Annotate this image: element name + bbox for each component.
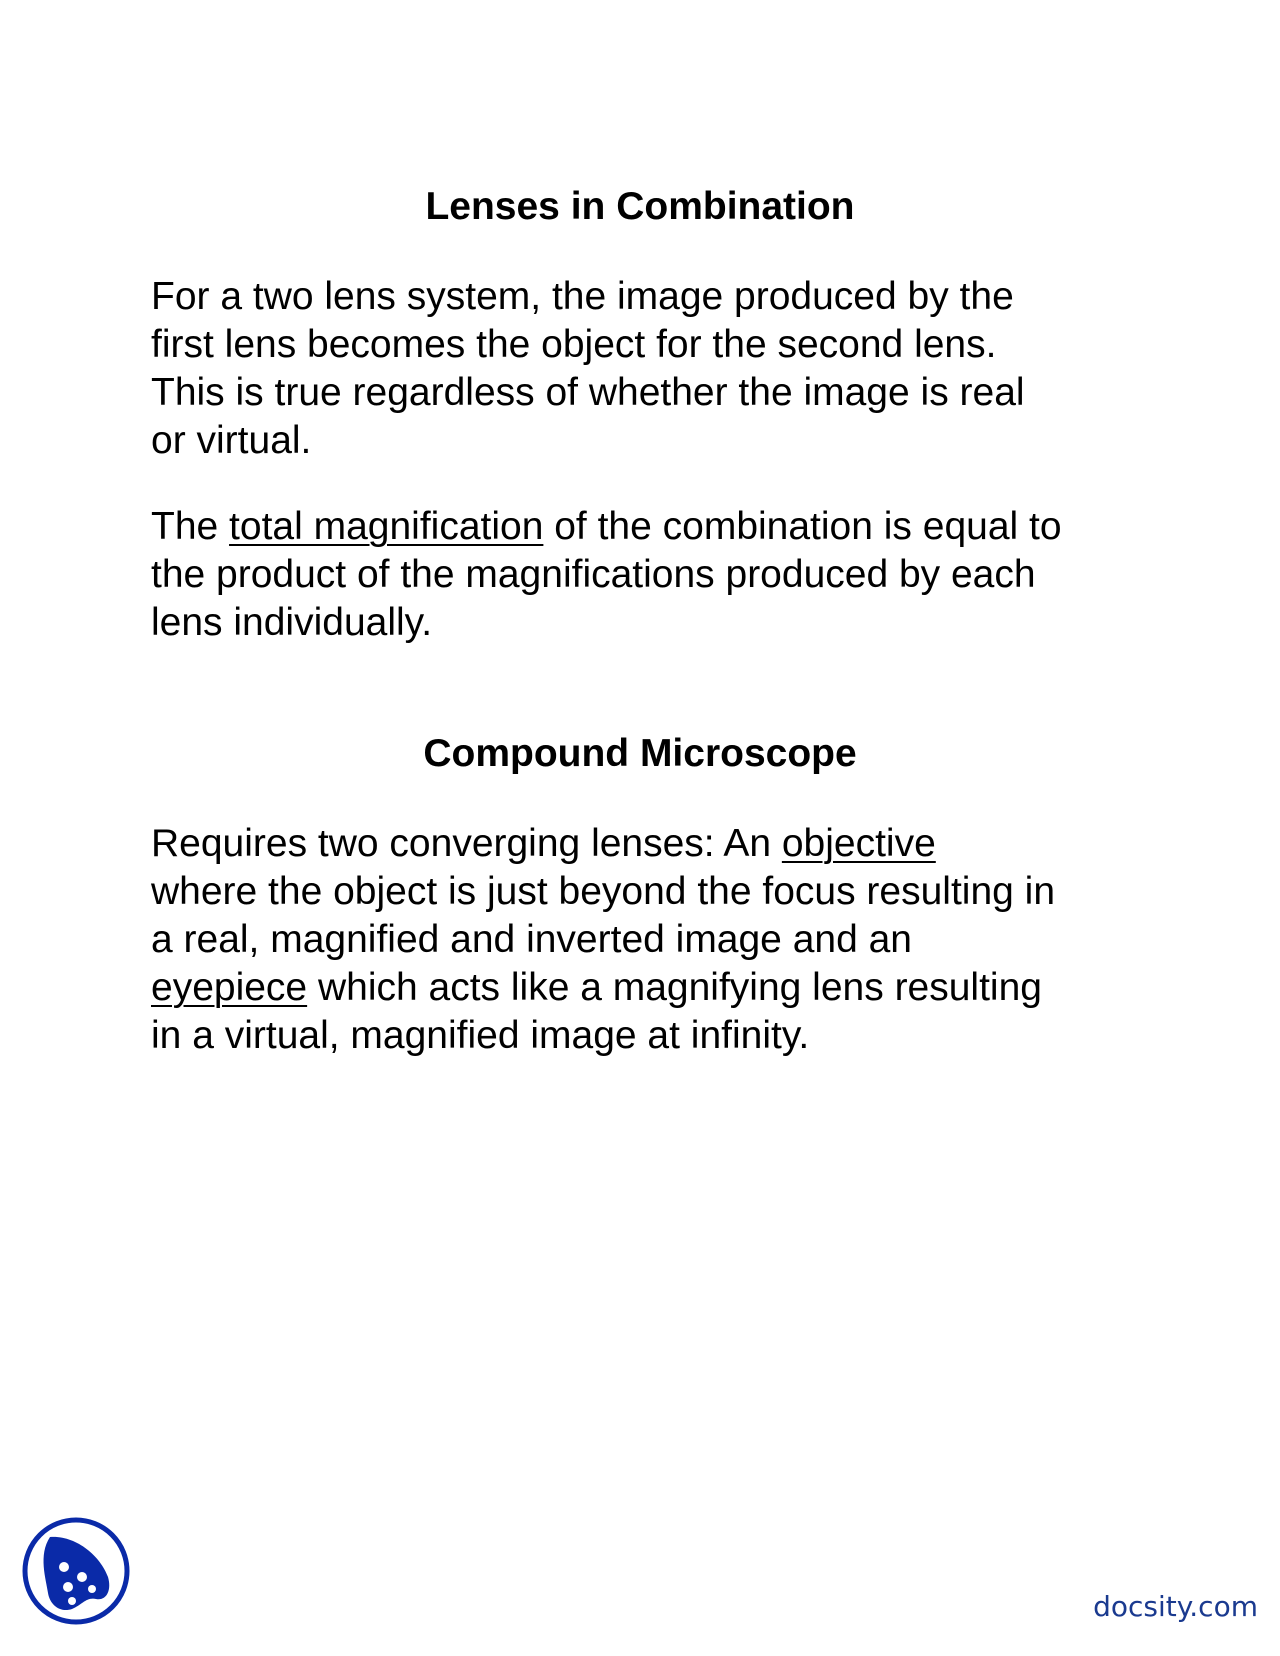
text-line: This is true regardless of whether the image is real [151, 371, 1025, 414]
underlined-term-eyepiece: eyepiece [151, 966, 308, 1009]
text-segment: Requires two converging lenses: An [151, 822, 782, 865]
text-line: in a virtual, magnified image at infinity. [151, 1014, 810, 1057]
text-line [151, 820, 1151, 868]
text-line: first lens becomes the object for the second lens. [151, 323, 997, 366]
text-segment: which acts like a magnifying lens resulting [307, 966, 1042, 1009]
text-segment: The [151, 505, 230, 548]
underlined-term-total-magnification: total magnification [229, 505, 544, 548]
text-line [151, 964, 1151, 1012]
paragraph-total-magnification [151, 503, 1151, 647]
heading-compound-microscope: Compound Microscope [423, 732, 857, 775]
heading-lenses-in-combination: Lenses in Combination [425, 185, 855, 228]
docsity-brand-link[interactable]: docsity.com [1093, 1590, 1258, 1623]
paragraph-compound-microscope [151, 820, 1151, 1060]
text-line [151, 503, 1151, 551]
underlined-term-objective: objective [781, 822, 936, 865]
text-line: where the object is just beyond the focus resulting in [151, 870, 1056, 913]
paragraph-two-lens-system [151, 273, 1151, 465]
text-line: For a two lens system, the image produced by the [151, 275, 1014, 318]
text-line: or virtual. [151, 419, 312, 462]
text-line: a real, magnified and inverted image and an [151, 918, 912, 961]
text-line: lens individually. [151, 601, 433, 644]
text-line: the product of the magnifications produced by each [151, 553, 1036, 596]
docsity-logo-icon[interactable] [20, 1515, 132, 1627]
text-segment: of the combination is equal to [543, 505, 1062, 548]
